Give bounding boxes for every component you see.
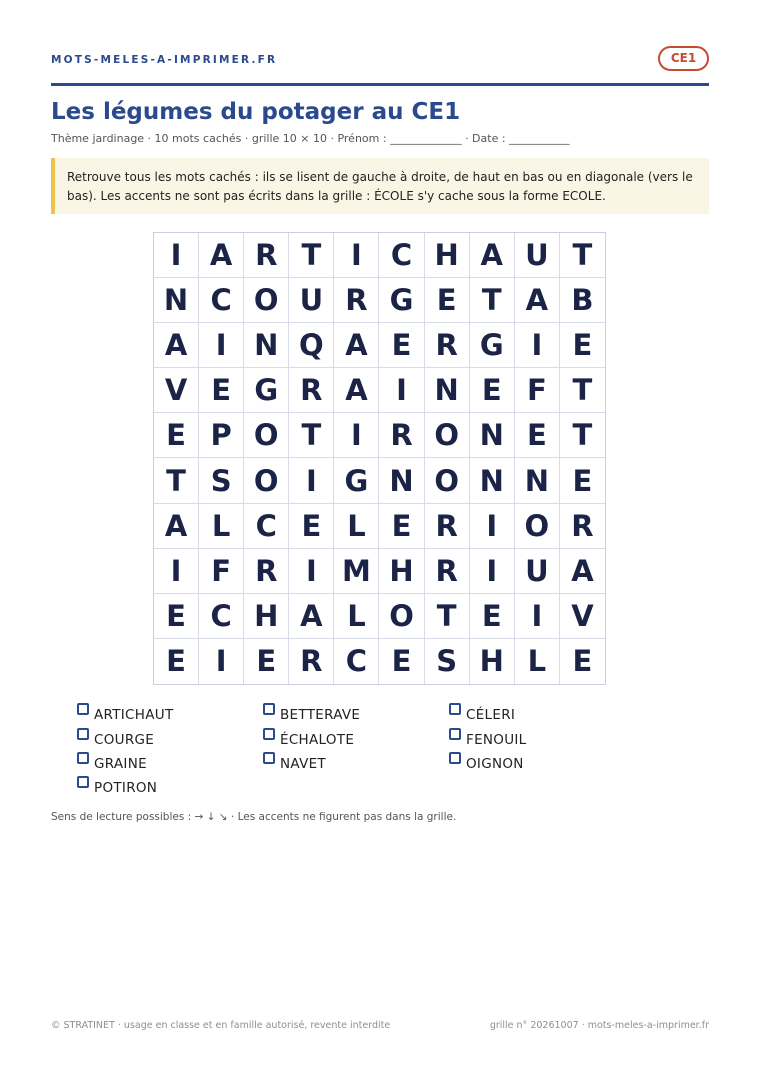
grid-cell[interactable]: N: [470, 413, 515, 458]
grid-cell[interactable]: U: [515, 233, 560, 278]
grid-cell[interactable]: T: [560, 413, 605, 458]
grid-cell[interactable]: R: [425, 323, 470, 368]
site-name: MOTS-MELES-A-IMPRIMER.FR: [51, 54, 278, 66]
grid-cell[interactable]: R: [289, 639, 334, 684]
grid-cell[interactable]: A: [154, 504, 199, 549]
grid-cell[interactable]: A: [154, 323, 199, 368]
grid-cell[interactable]: T: [289, 233, 334, 278]
grid-cell[interactable]: E: [560, 458, 605, 503]
grid-cell[interactable]: C: [199, 278, 244, 323]
grid-cell[interactable]: O: [244, 458, 289, 503]
grid-cell[interactable]: E: [379, 504, 424, 549]
grid-cell[interactable]: O: [425, 458, 470, 503]
checkbox-icon[interactable]: [449, 703, 461, 715]
grid-cell[interactable]: G: [244, 368, 289, 413]
grid-cell[interactable]: E: [572, 644, 593, 679]
page-header: [51, 46, 709, 86]
grid-cell[interactable]: H: [425, 233, 470, 278]
word-label: CÉLERI: [466, 707, 516, 723]
grid-cell[interactable]: M: [334, 549, 379, 594]
grid-cell[interactable]: T: [560, 368, 605, 413]
grid-cell[interactable]: V: [154, 368, 199, 413]
grid-cell[interactable]: L: [334, 504, 379, 549]
grid-cell[interactable]: I: [334, 413, 379, 458]
grid-cell[interactable]: E: [470, 594, 515, 639]
grid-cell[interactable]: R: [289, 368, 334, 413]
grid-cell[interactable]: E: [154, 594, 199, 639]
grid-cell[interactable]: C: [334, 639, 379, 684]
grid-cell[interactable]: O: [515, 504, 560, 549]
word-list: [77, 703, 677, 799]
grid-cell[interactable]: O: [244, 413, 289, 458]
grid-cell[interactable]: R: [425, 549, 470, 594]
grid-cell[interactable]: G: [334, 458, 379, 503]
grid-cell[interactable]: E: [154, 639, 199, 684]
grid-cell[interactable]: C: [244, 504, 289, 549]
grid-cell[interactable]: A: [560, 549, 605, 594]
word-label: GRAINE: [94, 756, 147, 772]
grid-cell[interactable]: T: [289, 413, 334, 458]
grid-cell[interactable]: E: [199, 368, 244, 413]
grid-cell[interactable]: A: [199, 233, 244, 278]
checkbox-icon[interactable]: [77, 752, 89, 764]
word-label: NAVET: [280, 756, 326, 772]
grid-cell[interactable]: I: [515, 594, 560, 639]
grid-cell[interactable]: U: [289, 278, 334, 323]
grid-cell[interactable]: I: [289, 458, 334, 503]
word-label: FENOUIL: [466, 732, 527, 748]
grid-cell[interactable]: E: [154, 413, 199, 458]
grid-cell[interactable]: A: [470, 233, 515, 278]
grid-cell[interactable]: V: [560, 594, 605, 639]
grid-cell[interactable]: E: [379, 639, 424, 684]
grid-cell[interactable]: I: [154, 233, 199, 278]
grid-cell[interactable]: R: [334, 278, 379, 323]
grid-cell[interactable]: L: [199, 504, 244, 549]
word-label: COURGE: [94, 732, 155, 748]
checkbox-icon[interactable]: [263, 752, 275, 764]
checkbox-icon[interactable]: [77, 776, 89, 788]
grid-cell[interactable]: L: [515, 639, 560, 684]
grid-cell[interactable]: I: [199, 639, 244, 684]
level-badge: CE1: [658, 46, 709, 71]
grid-cell[interactable]: I: [379, 368, 424, 413]
grid-cell[interactable]: H: [379, 549, 424, 594]
grid-cell[interactable]: E: [289, 504, 334, 549]
grid-cell[interactable]: O: [244, 278, 289, 323]
grid-cell[interactable]: P: [199, 413, 244, 458]
grid-cell[interactable]: H: [470, 639, 515, 684]
grid-cell[interactable]: U: [515, 549, 560, 594]
checkbox-icon[interactable]: [449, 752, 461, 764]
grid-cell[interactable]: I: [334, 233, 379, 278]
reading-directions-note: Sens de lecture possibles : → ↓ ↘ · Les accents ne figurent pas dans la grille.: [51, 811, 457, 823]
grid-cell[interactable]: T: [470, 278, 515, 323]
grid-cell[interactable]: A: [334, 368, 379, 413]
grid-cell[interactable]: H: [244, 594, 289, 639]
grid-cell[interactable]: E: [560, 323, 605, 368]
grid-cell[interactable]: N: [515, 458, 560, 503]
grid-cell[interactable]: L: [334, 594, 379, 639]
grid-cell[interactable]: I: [470, 504, 515, 549]
grid-cell[interactable]: E: [379, 323, 424, 368]
grid-cell[interactable]: I: [289, 549, 334, 594]
grid-cell[interactable]: I: [470, 549, 515, 594]
grid-cell[interactable]: O: [379, 594, 424, 639]
grid-cell[interactable]: G: [470, 323, 515, 368]
grid-cell[interactable]: E: [425, 278, 470, 323]
grid-cell[interactable]: I: [199, 323, 244, 368]
footer-grid-number: grille n° 20261007 · mots-meles-a-imprimer.fr: [489, 1020, 709, 1031]
grid-cell[interactable]: R: [560, 504, 605, 549]
grid-cell[interactable]: Q: [289, 323, 334, 368]
page-subtitle: Thème jardinage · 10 mots cachés · grille 10 × 10 · Prénom : _____________ · Date : ___________: [51, 132, 570, 145]
word-search-grid: [153, 232, 606, 685]
grid-cell[interactable]: A: [515, 278, 560, 323]
grid-cell[interactable]: B: [560, 278, 605, 323]
grid-cell[interactable]: R: [244, 233, 289, 278]
checkbox-icon[interactable]: [263, 728, 275, 740]
grid-cell[interactable]: G: [379, 278, 424, 323]
checkbox-icon[interactable]: [77, 703, 89, 715]
grid-cell[interactable]: R: [379, 413, 424, 458]
grid-cell[interactable]: E: [470, 368, 515, 413]
grid-cell[interactable]: N: [379, 458, 424, 503]
grid-cell[interactable]: T: [154, 458, 199, 503]
footer-copyright: © STRATINET · usage en classe et en famille autorisé, revente interdite: [51, 1020, 391, 1031]
grid-cell[interactable]: F: [515, 368, 560, 413]
grid-cell[interactable]: C: [199, 594, 244, 639]
grid-cell[interactable]: S: [425, 639, 470, 684]
checkbox-icon[interactable]: [263, 703, 275, 715]
word-label: OIGNON: [466, 756, 524, 772]
instructions-text: Retrouve tous les mots cachés : ils se lisent de gauche à droite, de haut en bas ou en diagonale (vers le bas). Les accents ne sont pas écrits dans la grille : ÉCOLE s'y cache sous la forme ECOLE.: [67, 170, 693, 203]
word-label: POTIRON: [94, 780, 158, 796]
grid-cell[interactable]: N: [470, 458, 515, 503]
grid-cell[interactable]: E: [244, 639, 289, 684]
word-label: ÉCHALOTE: [280, 732, 355, 748]
word-label: BETTERAVE: [280, 707, 361, 723]
grid-cell[interactable]: N: [154, 278, 199, 323]
instructions-callout: [51, 158, 709, 214]
page-title: Les légumes du potager au CE1: [51, 99, 461, 125]
grid-cell[interactable]: O: [425, 413, 470, 458]
grid-cell[interactable]: F: [199, 549, 244, 594]
grid-cell[interactable]: N: [425, 368, 470, 413]
grid-cell[interactable]: S: [199, 458, 244, 503]
checkbox-icon[interactable]: [449, 728, 461, 740]
grid-cell[interactable]: T: [560, 233, 605, 278]
grid-cell[interactable]: A: [334, 323, 379, 368]
grid-cell[interactable]: I: [515, 323, 560, 368]
grid-cell[interactable]: E: [515, 413, 560, 458]
grid-cell[interactable]: I: [154, 549, 199, 594]
grid-cell[interactable]: R: [244, 549, 289, 594]
word-label: ARTICHAUT: [94, 707, 174, 723]
grid-cell[interactable]: N: [244, 323, 289, 368]
grid-cell[interactable]: R: [425, 504, 470, 549]
grid-cell[interactable]: A: [289, 594, 334, 639]
grid-cell[interactable]: C: [379, 233, 424, 278]
checkbox-icon[interactable]: [77, 728, 89, 740]
grid-cell[interactable]: T: [425, 594, 470, 639]
